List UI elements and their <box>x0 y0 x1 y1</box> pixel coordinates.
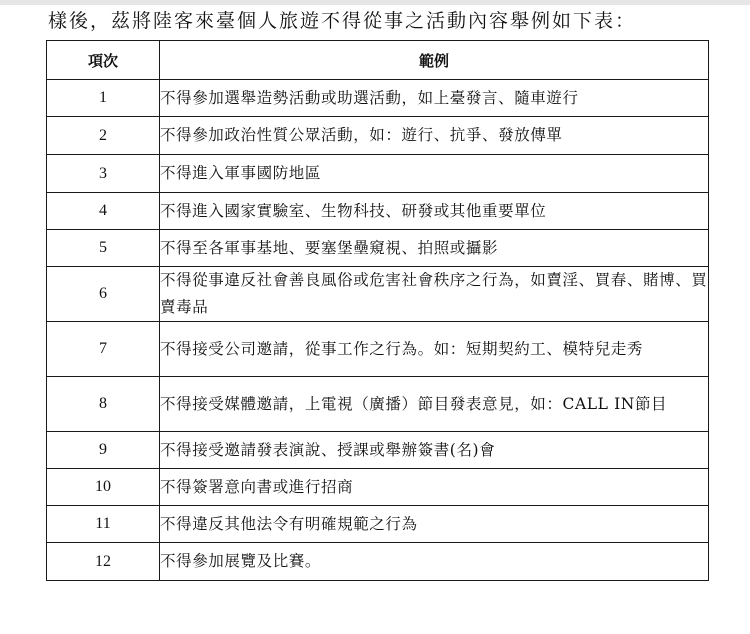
prohibited-activities-table <box>46 40 709 581</box>
table-row <box>47 432 709 469</box>
row-number: 9 <box>47 432 160 469</box>
table-row <box>47 230 709 267</box>
table-header-row <box>47 41 709 80</box>
row-number: 5 <box>47 230 160 267</box>
row-example: 不得接受媒體邀請，上電視（廣播）節目發表意見，如：CALL IN節目 <box>160 377 709 432</box>
row-example: 不得至各軍事基地、要塞堡壘窺視、拍照或攝影 <box>160 230 709 267</box>
table-row <box>47 469 709 506</box>
row-example: 不得接受邀請發表演說、授課或舉辦簽書(名)會 <box>160 432 709 469</box>
row-number: 10 <box>47 469 160 506</box>
row-number: 11 <box>47 506 160 543</box>
row-number: 1 <box>47 80 160 117</box>
row-example: 不得參加選舉造勢活動或助選活動，如上臺發言、隨車遊行 <box>160 80 709 117</box>
row-example: 不得接受公司邀請，從事工作之行為。如：短期契約工、模特兒走秀 <box>160 322 709 377</box>
row-example: 不得進入軍事國防地區 <box>160 155 709 193</box>
row-number: 4 <box>47 193 160 230</box>
table-row <box>47 543 709 581</box>
table-row <box>47 193 709 230</box>
page-top-edge <box>0 0 750 5</box>
row-example: 不得從事違反社會善良風俗或危害社會秩序之行為，如賣淫、買春、賭博、買賣毒品 <box>160 267 709 322</box>
table-row <box>47 506 709 543</box>
table-row <box>47 155 709 193</box>
header-example: 範例 <box>160 41 709 80</box>
row-number: 6 <box>47 267 160 322</box>
table-row <box>47 377 709 432</box>
intro-text: 樣後，茲將陸客來臺個人旅遊不得從事之活動內容舉例如下表： <box>48 10 637 32</box>
header-number: 項次 <box>47 41 160 80</box>
row-number: 12 <box>47 543 160 581</box>
row-example: 不得違反其他法令有明確規範之行為 <box>160 506 709 543</box>
table-row <box>47 322 709 377</box>
row-example: 不得進入國家實驗室、生物科技、研發或其他重要單位 <box>160 193 709 230</box>
table-row <box>47 117 709 155</box>
table-row <box>47 80 709 117</box>
row-number: 8 <box>47 377 160 432</box>
row-example: 不得參加政治性質公眾活動，如：遊行、抗爭、發放傳單 <box>160 117 709 155</box>
row-number: 2 <box>47 117 160 155</box>
row-example: 不得簽署意向書或進行招商 <box>160 469 709 506</box>
table-row <box>47 267 709 322</box>
row-number: 7 <box>47 322 160 377</box>
row-number: 3 <box>47 155 160 193</box>
row-example: 不得參加展覽及比賽。 <box>160 543 709 581</box>
